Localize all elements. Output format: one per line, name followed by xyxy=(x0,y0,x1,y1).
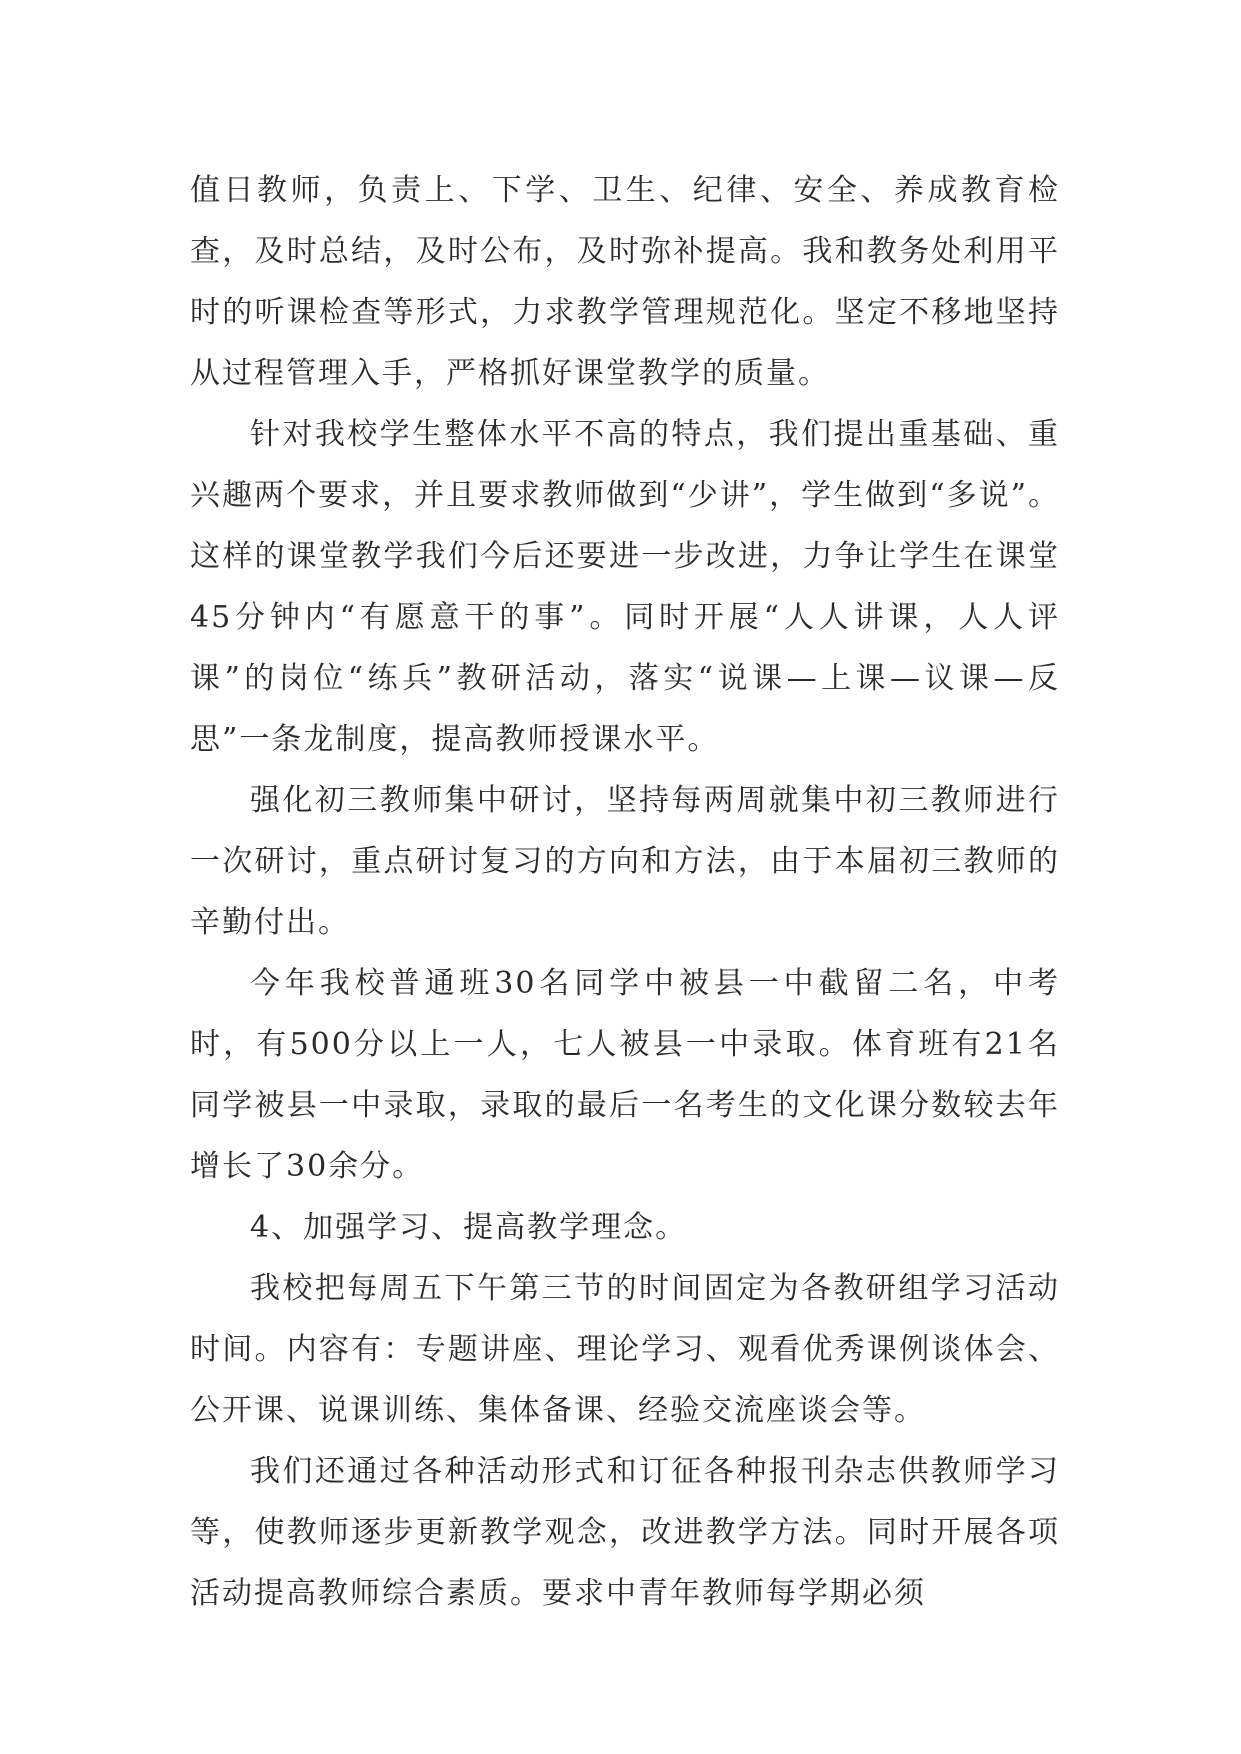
paragraph-duty-teachers: 值日教师，负责上、下学、卫生、纪律、安全、养成教育检查，及时总结，及时公布，及时弥补提高。我和教务处利用平时的听课检查等形式，力求教学管理规范化。坚定不移地坚持从过程管理入手，严格抓好课堂教学的质量。 xyxy=(190,173,1060,391)
paragraph-classroom-teaching: 针对我校学生整体水平不高的特点，我们提出重基础、重兴趣两个要求，并且要求教师做到“少讲”，学生做到“多说”。这样的课堂教学我们今后还要进一步改进，力争让学生在课堂45分钟内“有愿意干的事”。同时开展“人人讲课，人人评课”的岗位“练兵”教研活动，落实“说课—上课—议课—反思”一条龙制度，提高教师授课水平。 xyxy=(190,417,1060,757)
document-body xyxy=(190,160,1060,1624)
paragraph-study-time: 我校把每周五下午第三节的时间固定为各教研组学习活动时间。内容有：专题讲座、理论学习、观看优秀课例谈体会、公开课、说课训练、集体备课、经验交流座谈会等。 xyxy=(190,1271,1060,1428)
paragraph-grade-nine-research: 强化初三教师集中研讨，坚持每两周就集中初三教师进行一次研讨，重点研讨复习的方向和方法，由于本届初三教师的辛勤付出。 xyxy=(190,783,1060,940)
paragraph-teacher-development: 我们还通过各种活动形式和订征各种报刊杂志供教师学习等，使教师逐步更新教学观念，改进教学方法。同时开展各项活动提高教师综合素质。要求中青年教师每学期必须 xyxy=(190,1454,1060,1611)
section-heading-learning: 4、加强学习、提高教学理念。 xyxy=(250,1210,688,1245)
paragraph-exam-results: 今年我校普通班30名同学中被县一中截留二名，中考时，有500分以上一人，七人被县一中录取。体育班有21名同学被县一中录取，录取的最后一名考生的文化课分数较去年增长了30余分。 xyxy=(190,966,1060,1184)
